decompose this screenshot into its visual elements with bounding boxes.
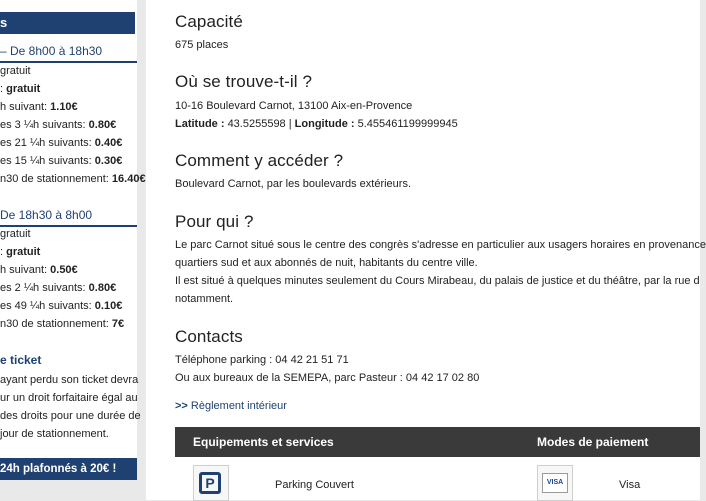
tariff-title-text: s <box>0 15 8 30</box>
night-line-1: gratuit <box>0 228 31 240</box>
day-line-3: h suivant: 1.10€ <box>0 101 78 113</box>
lost-ticket-line-2: ur un droit forfaitaire égal au <box>0 392 138 404</box>
location-heading: Où se trouve-t-il ? <box>175 72 313 91</box>
night-line-6: n30 de stationnement: 7€ <box>0 318 125 330</box>
audience-line-2: quartiers sud et aux abonnés de nuit, habitants du centre ville. <box>175 257 478 269</box>
night-tariff-header: De 18h30 à 8h00 <box>0 207 137 227</box>
night-line-3: h suivant: 0.50€ <box>0 264 78 276</box>
address-text: 10-16 Boulevard Carnot, 13100 Aix-en-Provence <box>175 100 413 112</box>
lost-ticket-line-1: ayant perdu son ticket devra <box>0 374 139 386</box>
day-line-1: gratuit <box>0 65 31 77</box>
day-tariff-header: – De 8h00 à 18h30 <box>0 43 137 63</box>
access-text: Boulevard Carnot, par les boulevards extérieurs. <box>175 178 412 190</box>
tariff-card <box>0 0 146 475</box>
capacity-value: 675 places <box>175 39 229 51</box>
lost-ticket-header: e ticket <box>0 353 42 367</box>
payment-name: Visa <box>619 479 641 491</box>
day-line-7: n30 de stationnement: 16.40€ <box>0 173 146 185</box>
visa-card-icon: VISA <box>537 465 573 501</box>
audience-heading: Pour qui ? <box>175 212 254 231</box>
audience-line-1: Le parc Carnot situé sous le centre des congrès s'adresse en particulier aux usagers horaires en provenance <box>175 239 706 251</box>
night-line-5: es 49 ¼h suivants: 0.10€ <box>0 300 123 312</box>
lost-ticket-line-3: des droits pour une durée de <box>0 410 141 422</box>
coordinates: Latitude : 43.5255598 | Longitude : 5.455461199999945 <box>175 118 458 130</box>
audience-line-3: Il est situé à quelques minutes seulement du Cours Mirabeau, du palais de justice et du théâtre, par la rue d <box>175 275 700 287</box>
rules-link-label: Règlement intérieur <box>187 400 287 412</box>
services-table-header <box>175 427 700 457</box>
sidebar <box>0 0 146 500</box>
lost-ticket-line-4: jour de stationnement. <box>0 428 109 440</box>
contacts-heading: Contacts <box>175 327 243 346</box>
day-line-4: es 3 ¼h suivants: 0.80€ <box>0 119 117 131</box>
audience-line-4: notamment. <box>175 293 234 305</box>
rules-arrow-icon: >> <box>175 400 188 412</box>
day-line-5: es 21 ¼h suivants: 0.40€ <box>0 137 123 149</box>
parking-icon: P <box>193 465 229 501</box>
tariff-title <box>0 12 135 34</box>
night-line-4: es 2 ¼h suivants: 0.80€ <box>0 282 117 294</box>
access-heading: Comment y accéder ? <box>175 151 344 170</box>
main-content <box>146 0 706 500</box>
capacity-heading: Capacité <box>175 12 243 31</box>
equipment-column-header: Equipements et services <box>193 435 334 449</box>
rules-link[interactable] <box>175 400 287 412</box>
day-line-2: : gratuit <box>0 83 41 95</box>
phone-text: Téléphone parking : 04 42 21 51 71 <box>175 354 349 366</box>
offices-text: Ou aux bureaux de la SEMEPA, parc Pasteur : 04 42 17 02 80 <box>175 372 480 384</box>
table-row <box>175 457 700 500</box>
payment-column-header: Modes de paiement <box>537 435 649 449</box>
night-line-2: : gratuit <box>0 246 41 258</box>
promo-banner: 24h plafonnés à 20€ ! <box>0 458 137 480</box>
day-line-6: es 15 ¼h suivants: 0.30€ <box>0 155 123 167</box>
service-name: Parking Couvert <box>275 479 354 491</box>
